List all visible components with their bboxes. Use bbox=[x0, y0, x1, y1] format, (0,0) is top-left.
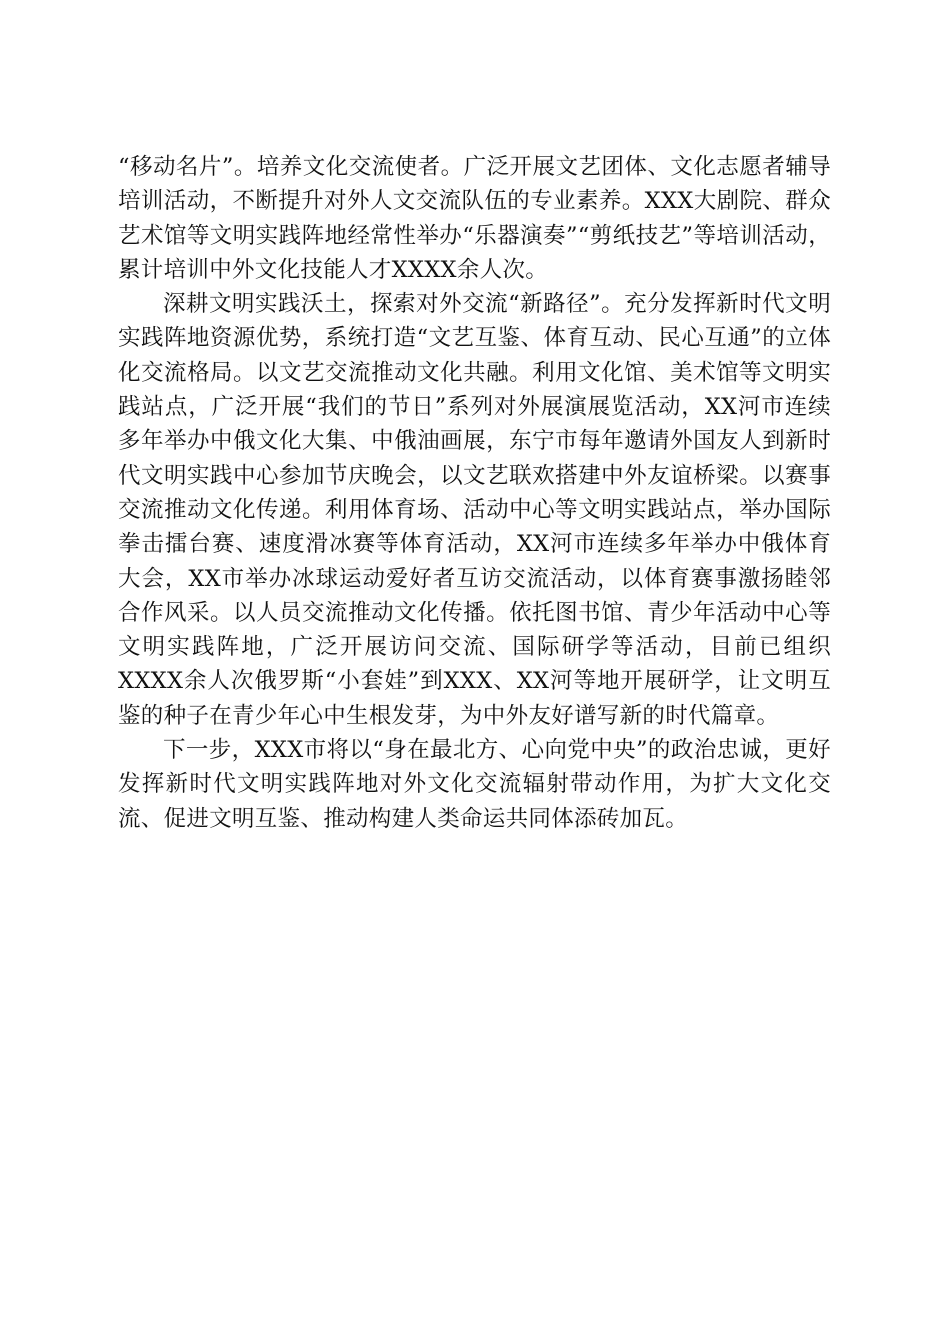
paragraph-continuation: “移动名片”。培养文化交流使者。广泛开展文艺团体、文化志愿者辅导培训活动，不断提升对外人文交流队伍的专业素养。XXX大剧院、群众艺术馆等文明实践阵地经常性举办“乐器演奏”“剪纸技艺”等培训活动，累计培训中外文化技能人才XXXX余人次。 bbox=[118, 154, 831, 283]
document-body bbox=[118, 150, 831, 836]
paragraph-next-step: 下一步，XXX市将以“身在最北方、心向党中央”的政治忠诚，更好发挥新时代文明实践阵地对外文化交流辐射带动作用，为扩大文化交流、促进文明互鉴、推动构建人类命运共同体添砖加瓦。 bbox=[118, 737, 831, 832]
paragraph-practice: 深耕文明实践沃土，探索对外交流“新路径”。充分发挥新时代文明实践阵地资源优势，系统打造“文艺互鉴、体育互动、民心互通”的立体化交流格局。以文艺交流推动文化共融。利用文化馆、美术馆等文明实践站点，广泛开展“我们的节日”系列对外展演展览活动，XX河市连续多年举办中俄文化大集、中俄油画展，东宁市每年邀请外国友人到新时代文明实践中心参加节庆晚会，以文艺联欢搭建中外友谊桥梁。以赛事交流推动文化传递。利用体育场、活动中心等文明实践站点，举办国际拳击擂台赛、速度滑冰赛等体育活动，XX河市连续多年举办中俄体育大会，XX市举办冰球运动爱好者互访交流活动，以体育赛事激扬睦邻合作风采。以人员交流推动文化传播。依托图书馆、青少年活动中心等文明实践阵地，广泛开展访问交流、国际研学等活动，目前已组织XXXX余人次俄罗斯“小套娃”到XXX、XX河等地开展研学，让文明互鉴的种子在青少年心中生根发芽，为中外友好谱写新的时代篇章。 bbox=[118, 291, 831, 729]
